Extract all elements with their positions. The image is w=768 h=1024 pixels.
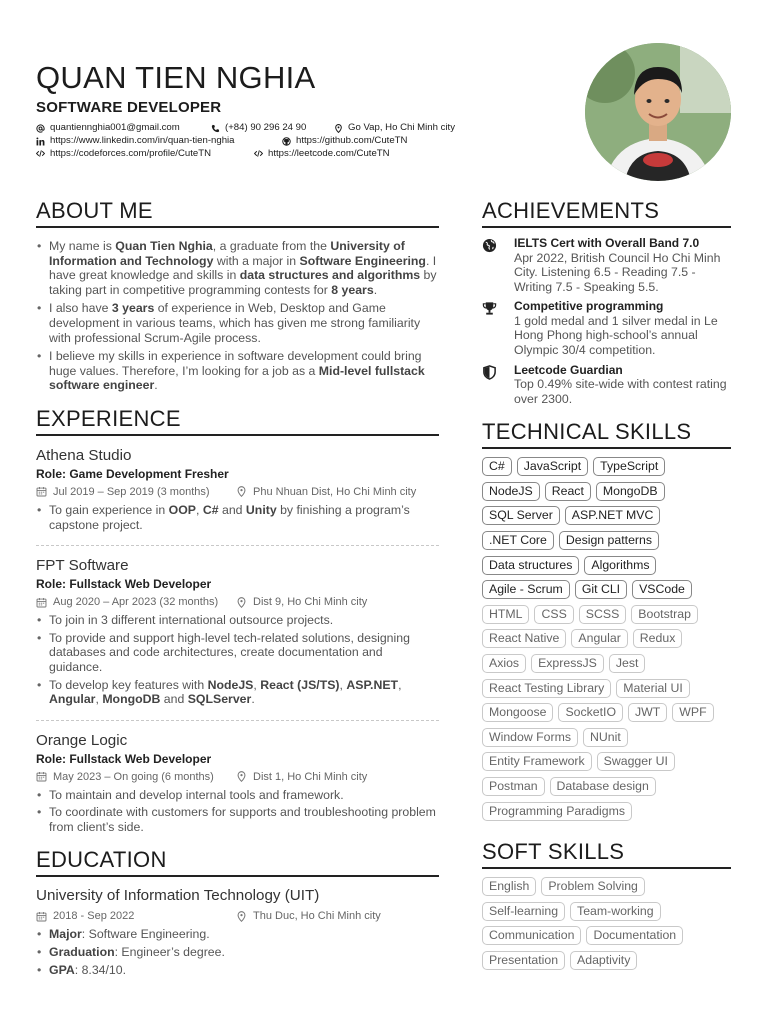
email-contact[interactable] bbox=[36, 122, 211, 135]
job-bullet: • To develop key features with NodeJS, React (JS/TS), ASP.NET, Angular, MongoDB and SQLServer. bbox=[36, 678, 439, 707]
skill-tag: ExpressJS bbox=[531, 654, 604, 673]
skill-tag: Axios bbox=[482, 654, 526, 673]
soft-skill-tag: English bbox=[482, 877, 536, 896]
soft-skills-tags bbox=[482, 877, 731, 975]
skill-tag: .NET Core bbox=[482, 531, 554, 550]
calendar-icon bbox=[36, 597, 47, 608]
job-entry bbox=[36, 446, 439, 546]
education-section bbox=[36, 846, 439, 977]
skill-tag: Swagger UI bbox=[597, 752, 675, 771]
achievement-item bbox=[482, 363, 731, 407]
trophy-icon bbox=[482, 299, 514, 357]
soft-skill-tag: Problem Solving bbox=[541, 877, 645, 896]
code-icon bbox=[254, 149, 263, 158]
phone-contact[interactable] bbox=[211, 122, 334, 135]
job-location: Phu Nhuan Dist, Ho Chi Minh city bbox=[253, 485, 417, 498]
skill-tag: HTML bbox=[482, 605, 529, 624]
achievement-desc: Apr 2022, British Council Ho Chi Minh City. Listening 6.5 - Reading 7.5 - Writing 7.5 - Speaking 5.5. bbox=[514, 250, 721, 294]
skill-tag: Design patterns bbox=[559, 531, 659, 550]
skill-tag: Bootstrap bbox=[631, 605, 698, 624]
at-sign-icon bbox=[36, 124, 45, 133]
education-period: 2018 - Sep 2022 bbox=[53, 910, 135, 923]
codeforces-link[interactable] bbox=[36, 148, 254, 161]
job-bullet: • To provide and support high-level tech-related solutions, designing databases and code architectures, create documentation and guidance. bbox=[36, 631, 439, 675]
job-meta bbox=[36, 768, 439, 786]
achievement-title: Competitive programming bbox=[514, 299, 664, 314]
skill-tag: Angular bbox=[571, 629, 627, 648]
skill-tag: Jest bbox=[609, 654, 646, 673]
about-bullet: • I believe my skills in experience in software development could bring huge values. Therefore, I’m looking for a job as a Mid-level fullstack software engineer. bbox=[36, 349, 439, 393]
leetcode-link[interactable] bbox=[254, 148, 390, 161]
right-column bbox=[482, 197, 731, 976]
skill-tag: NUnit bbox=[583, 728, 628, 747]
skill-tag: WPF bbox=[672, 703, 713, 722]
skill-tag: Data structures bbox=[482, 556, 579, 575]
skill-tag: CSS bbox=[534, 605, 573, 624]
job-meta bbox=[36, 483, 439, 501]
codeforces-text: https://codeforces.com/profile/CuteTN bbox=[50, 147, 212, 159]
skill-tag: SQL Server bbox=[482, 506, 560, 525]
candidate-title: SOFTWARE DEVELOPER bbox=[36, 99, 222, 116]
education-location: Thu Duc, Ho Chi Minh city bbox=[253, 910, 381, 923]
location-contact bbox=[334, 122, 455, 135]
location-text: Go Vap, Ho Chi Minh city bbox=[348, 122, 455, 133]
soft-skill-tag: Team-working bbox=[570, 902, 661, 921]
job-role: Role: Fullstack Web Developer bbox=[36, 577, 212, 592]
skill-tag: Git CLI bbox=[575, 580, 627, 599]
section-heading: TECHNICAL SKILLS bbox=[482, 418, 731, 449]
job-location: Dist 9, Ho Chi Minh city bbox=[253, 596, 368, 609]
profile-photo bbox=[585, 43, 731, 181]
skill-tag: SCSS bbox=[579, 605, 627, 624]
job-bullet: • To join in 3 different international outsource projects. bbox=[36, 613, 439, 628]
skill-tag: Algorithms bbox=[584, 556, 656, 575]
map-pin-icon bbox=[236, 911, 247, 922]
job-role: Role: Fullstack Web Developer bbox=[36, 751, 212, 766]
achievement-item bbox=[482, 299, 731, 357]
achievement-title: IELTS Cert with Overall Band 7.0 bbox=[514, 236, 700, 250]
skill-tag: Entity Framework bbox=[482, 752, 592, 771]
achievement-item bbox=[482, 236, 731, 294]
skill-tag: Programming Paradigms bbox=[482, 802, 632, 821]
skill-tag: SocketIO bbox=[558, 703, 623, 722]
github-text: https://github.com/CuteTN bbox=[296, 134, 408, 146]
education-meta bbox=[36, 907, 439, 925]
skill-tag: JavaScript bbox=[517, 457, 588, 476]
shield-icon bbox=[482, 363, 514, 407]
skill-tag: React Native bbox=[482, 629, 566, 648]
skill-tag: Window Forms bbox=[482, 728, 578, 747]
about-bullet: • My name is Quan Tien Nghia, a graduate from the University of Information and Technology with a major in Software Engineering. I have great knowledge and skills in data structures and algorithms by taking part in competitive programming contests for 8 years. bbox=[36, 239, 439, 297]
calendar-icon bbox=[36, 771, 47, 782]
map-pin-icon bbox=[236, 486, 247, 497]
company-name: Athena Studio bbox=[36, 446, 132, 464]
job-period: Jul 2019 – Sep 2019 (3 months) bbox=[53, 485, 210, 498]
code-icon bbox=[36, 149, 45, 158]
map-pin-icon bbox=[236, 771, 247, 782]
section-heading: EDUCATION bbox=[36, 846, 439, 877]
soft-skill-tag: Documentation bbox=[586, 926, 683, 945]
calendar-icon bbox=[36, 486, 47, 497]
about-bullet: • I also have 3 years of experience in Web, Desktop and Game development in various teams, which has given me strong familiarity with professional Scrum-Agile process. bbox=[36, 301, 439, 345]
skill-tag: JWT bbox=[628, 703, 667, 722]
job-period: Aug 2020 – Apr 2023 (32 months) bbox=[53, 596, 219, 609]
skill-tag: Mongoose bbox=[482, 703, 553, 722]
section-heading: SOFT SKILLS bbox=[482, 838, 731, 869]
phone-icon bbox=[211, 124, 220, 133]
education-bullet: • Major: Software Engineering. bbox=[36, 927, 439, 942]
technical-skills-tags bbox=[482, 457, 731, 826]
education-bullet: • Graduation: Engineer’s degree. bbox=[36, 945, 439, 960]
company-name: Orange Logic bbox=[36, 731, 128, 749]
soft-skill-tag: Communication bbox=[482, 926, 581, 945]
skill-tag: ASP.NET MVC bbox=[565, 506, 661, 525]
job-location: Dist 1, Ho Chi Minh city bbox=[253, 770, 368, 783]
school-name: University of Information Technology (UIT) bbox=[36, 887, 320, 905]
map-pin-icon bbox=[334, 124, 343, 133]
skill-tag: VSCode bbox=[632, 580, 692, 599]
skill-tag: React bbox=[545, 482, 591, 501]
email-text: quantiennghia001@gmail.com bbox=[50, 122, 180, 133]
job-bullet: • To maintain and develop internal tools and framework. bbox=[36, 788, 439, 803]
company-name: FPT Software bbox=[36, 557, 129, 575]
soft-skill-tag: Adaptivity bbox=[570, 951, 637, 970]
candidate-name: QUAN TIEN NGHIA bbox=[36, 60, 316, 95]
skill-tag: C# bbox=[482, 457, 512, 476]
job-entry bbox=[36, 556, 439, 721]
linkedin-icon bbox=[36, 137, 45, 146]
achievement-desc: 1 gold medal and 1 silver medal in Le Hong Phong high-school’s annual Olympic 30/4 competition. bbox=[514, 313, 718, 357]
skill-tag: Agile - Scrum bbox=[482, 580, 570, 599]
achievement-desc: Top 0.49% site-wide with contest rating over 2300. bbox=[514, 377, 727, 406]
leetcode-text: https://leetcode.com/CuteTN bbox=[268, 147, 390, 159]
job-bullet: • To gain experience in OOP, C# and Unity by finishing a program’s capstone project. bbox=[36, 503, 439, 532]
github-link[interactable] bbox=[282, 135, 407, 148]
about-section bbox=[36, 197, 439, 393]
soft-skill-tag: Presentation bbox=[482, 951, 565, 970]
calendar-icon bbox=[36, 911, 47, 922]
skill-tag: TypeScript bbox=[593, 457, 665, 476]
map-pin-icon bbox=[236, 597, 247, 608]
skill-tag: NodeJS bbox=[482, 482, 540, 501]
globe-icon bbox=[482, 236, 514, 294]
linkedin-link[interactable] bbox=[36, 135, 282, 148]
skill-tag: Postman bbox=[482, 777, 545, 796]
skill-tag: Redux bbox=[633, 629, 683, 648]
contact-info bbox=[36, 122, 576, 160]
skill-tag: Database design bbox=[550, 777, 656, 796]
phone-text: (+84) 90 296 24 90 bbox=[225, 122, 307, 133]
resume-header bbox=[36, 60, 576, 160]
job-entry bbox=[36, 731, 439, 835]
job-meta bbox=[36, 593, 439, 611]
skill-tag: React Testing Library bbox=[482, 679, 611, 698]
section-heading: EXPERIENCE bbox=[36, 405, 439, 436]
achievements-list bbox=[482, 236, 731, 406]
achievement-title: Leetcode Guardian bbox=[514, 362, 623, 377]
linkedin-text: https://www.linkedin.com/in/quan-tien-nghia bbox=[50, 134, 235, 146]
job-period: May 2023 – On going (6 months) bbox=[53, 770, 214, 783]
left-column bbox=[36, 197, 439, 980]
job-bullet: • To coordinate with customers for supports and troubleshooting problem from client’s side. bbox=[36, 805, 439, 834]
job-role: Role: Game Development Fresher bbox=[36, 466, 229, 481]
education-bullet: • GPA: 8.34/10. bbox=[36, 963, 439, 978]
github-icon bbox=[282, 137, 291, 146]
skill-tag: MongoDB bbox=[596, 482, 665, 501]
skill-tag: Material UI bbox=[616, 679, 689, 698]
section-heading: ABOUT ME bbox=[36, 197, 439, 228]
soft-skill-tag: Self-learning bbox=[482, 902, 565, 921]
section-heading: ACHIEVEMENTS bbox=[482, 197, 731, 228]
